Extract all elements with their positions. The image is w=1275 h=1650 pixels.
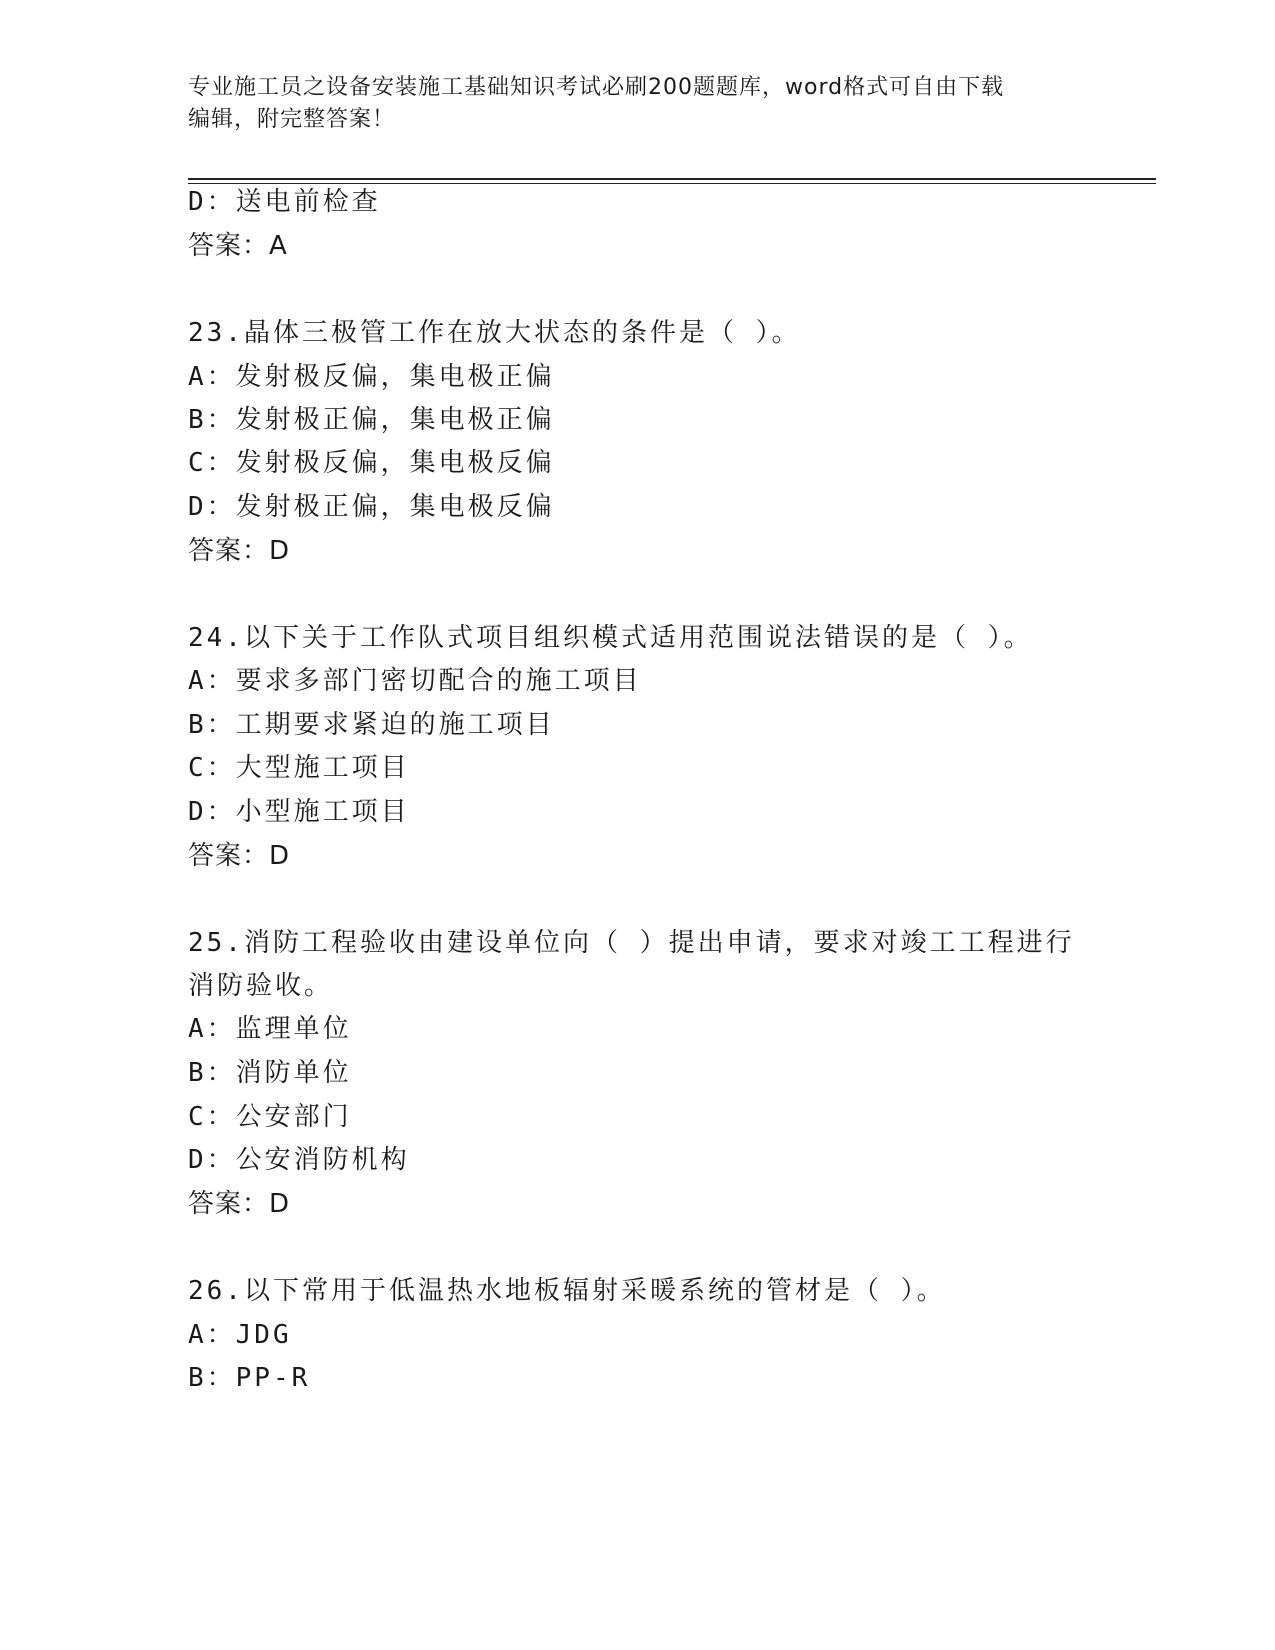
question-25-option-d: D：公安消防机构 xyxy=(188,1145,410,1175)
question-23-option-a: A：发射极反偏，集电极正偏 xyxy=(188,362,555,392)
question-24-option-b: B：工期要求紧迫的施工项目 xyxy=(188,710,555,740)
prev-option-d: D：送电前检查 xyxy=(188,187,381,217)
question-23-option-b: B：发射极正偏，集电极正偏 xyxy=(188,405,555,435)
question-23-answer: 答案：D xyxy=(188,536,291,566)
question-24-text: 24.以下关于工作队式项目组织模式适用范围说法错误的是（ ）。 xyxy=(188,623,1033,653)
question-24-option-a: A：要求多部门密切配合的施工项目 xyxy=(188,666,642,696)
question-23-text: 23.晶体三极管工作在放大状态的条件是（ ）。 xyxy=(188,318,801,348)
header-title-line-2: 编辑，附完整答案！ xyxy=(188,107,396,132)
question-25-text-line-1: 25.消防工程验收由建设单位向（ ）提出申请，要求对竣工工程进行 xyxy=(188,928,1075,958)
question-25-answer: 答案：D xyxy=(188,1189,291,1219)
question-25-option-a: A：监理单位 xyxy=(188,1014,352,1044)
question-24-answer: 答案：D xyxy=(188,841,291,871)
question-25-option-c: C：公安部门 xyxy=(188,1102,352,1132)
question-24-option-d: D：小型施工项目 xyxy=(188,797,410,827)
question-23-option-d: D：发射极正偏，集电极反偏 xyxy=(188,492,555,522)
header-divider-thin xyxy=(188,183,1156,184)
question-26-option-a: A：JDG xyxy=(188,1320,292,1350)
header-title-line-1: 专业施工员之设备安装施工基础知识考试必刷200题题库，word格式可自由下载 xyxy=(188,75,1005,100)
question-25-text-line-2: 消防验收。 xyxy=(188,971,334,1001)
document-header xyxy=(188,72,1088,136)
question-24-option-c: C：大型施工项目 xyxy=(188,753,410,783)
question-23-option-c: C：发射极反偏，集电极反偏 xyxy=(188,448,555,478)
question-26-option-b: B：PP-R xyxy=(188,1363,311,1393)
question-25-option-b: B：消防单位 xyxy=(188,1058,352,1088)
prev-answer: 答案：A xyxy=(188,231,288,261)
header-divider-thick xyxy=(188,178,1156,180)
question-26-text: 26.以下常用于低温热水地板辐射采暖系统的管材是（ ）。 xyxy=(188,1276,946,1306)
